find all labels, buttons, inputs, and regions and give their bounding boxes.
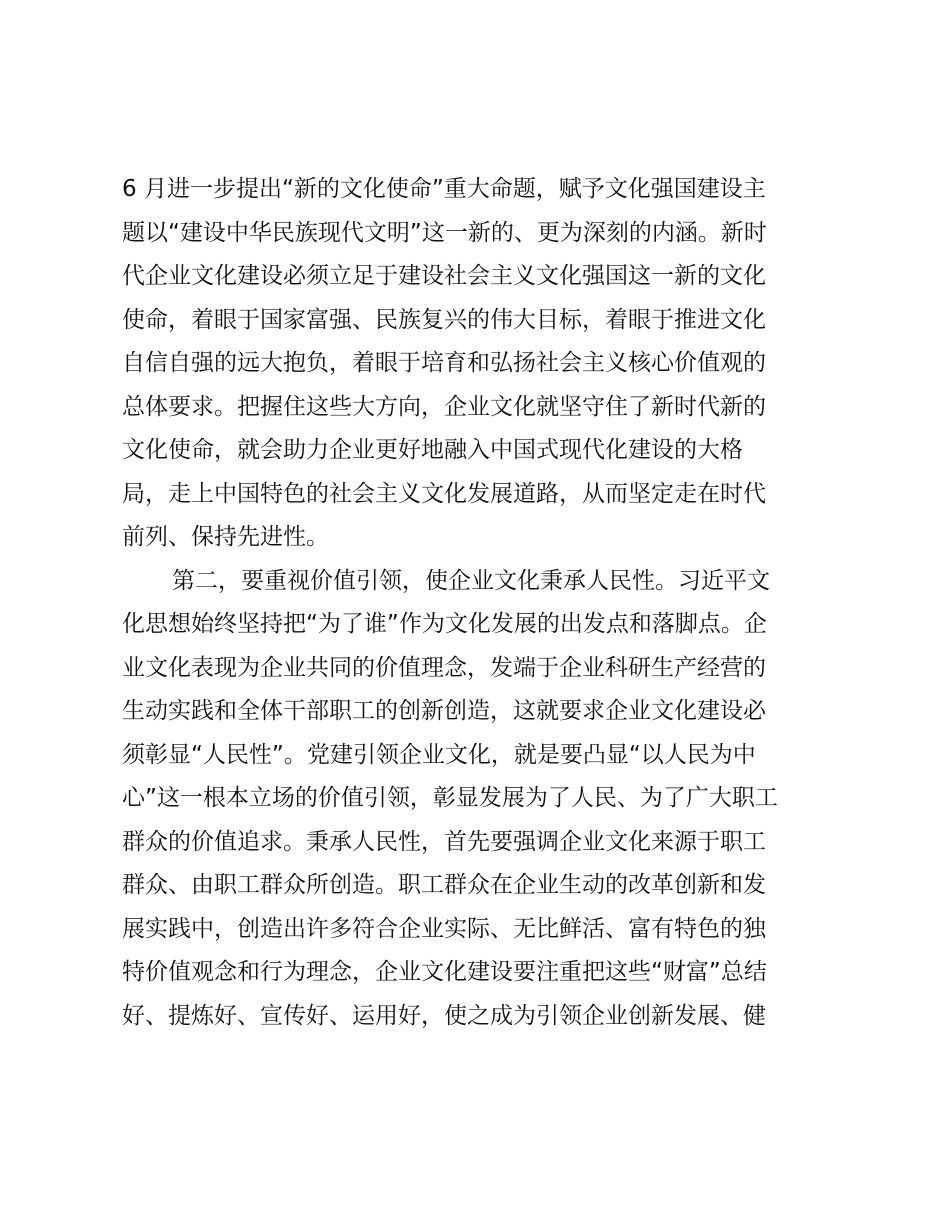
- text-line: 使命，着眼于国家富强、民族复兴的伟大目标，着眼于推进文化: [122, 306, 766, 333]
- text-line: 生动实践和全体干部职工的创新创造，这就要求企业文化建设必: [122, 698, 766, 724]
- paragraph-start-line: 第二，要重视价值引领，使企业文化秉承人民性。习近平文: [172, 567, 770, 594]
- text-line: 群众、由职工群众所创造。职工群众在企业生动的改革创新和发: [122, 872, 766, 898]
- text-line: 代企业文化建设必须立足于建设社会主义文化强国这一新的文化: [122, 263, 766, 289]
- text-line: 前列、保持先进性。: [122, 524, 329, 550]
- text-line: 展实践中，创造出许多符合企业实际、无比鲜活、富有特色的独: [122, 915, 766, 942]
- text-line: 6 月进一步提出“新的文化使命”重大命题，赋予文化强国建设主: [122, 176, 766, 202]
- text-line: 特价值观念和行为理念，企业文化建设要注重把这些“财富”总结: [122, 959, 767, 985]
- body-text: [122, 168, 842, 1038]
- text-line: 业文化表现为企业共同的价值理念，发端于企业科研生产经营的: [122, 654, 766, 681]
- text-line: 文化使命，就会助力企业更好地融入中国式现代化建设的大格: [122, 437, 743, 463]
- text-line: 题以“建设中华民族现代文明”这一新的、更为深刻的内涵。新时: [122, 219, 767, 246]
- text-line: 须彰显“人民性”。党建引领企业文化，就是要凸显“以人民为中: [122, 741, 756, 768]
- text-line: 心”这一根本立场的价值引领，彰显发展为了人民、为了广大职工: [122, 785, 778, 811]
- text-line: 群众的价值追求。秉承人民性，首先要强调企业文化来源于职工: [122, 828, 766, 855]
- text-line: 好、提炼好、宣传好、运用好，使之成为引领企业创新发展、健: [122, 1002, 766, 1029]
- text-line: 总体要求。把握住这些大方向，企业文化就坚守住了新时代新的: [122, 393, 766, 420]
- text-line: 化思想始终坚持把“为了谁”作为文化发展的出发点和落脚点。企: [122, 611, 767, 637]
- text-line: 局，走上中国特色的社会主义文化发展道路，从而坚定走在时代: [122, 480, 766, 507]
- text-line: 自信自强的远大抱负，着眼于培育和弘扬社会主义核心价值观的: [122, 350, 766, 376]
